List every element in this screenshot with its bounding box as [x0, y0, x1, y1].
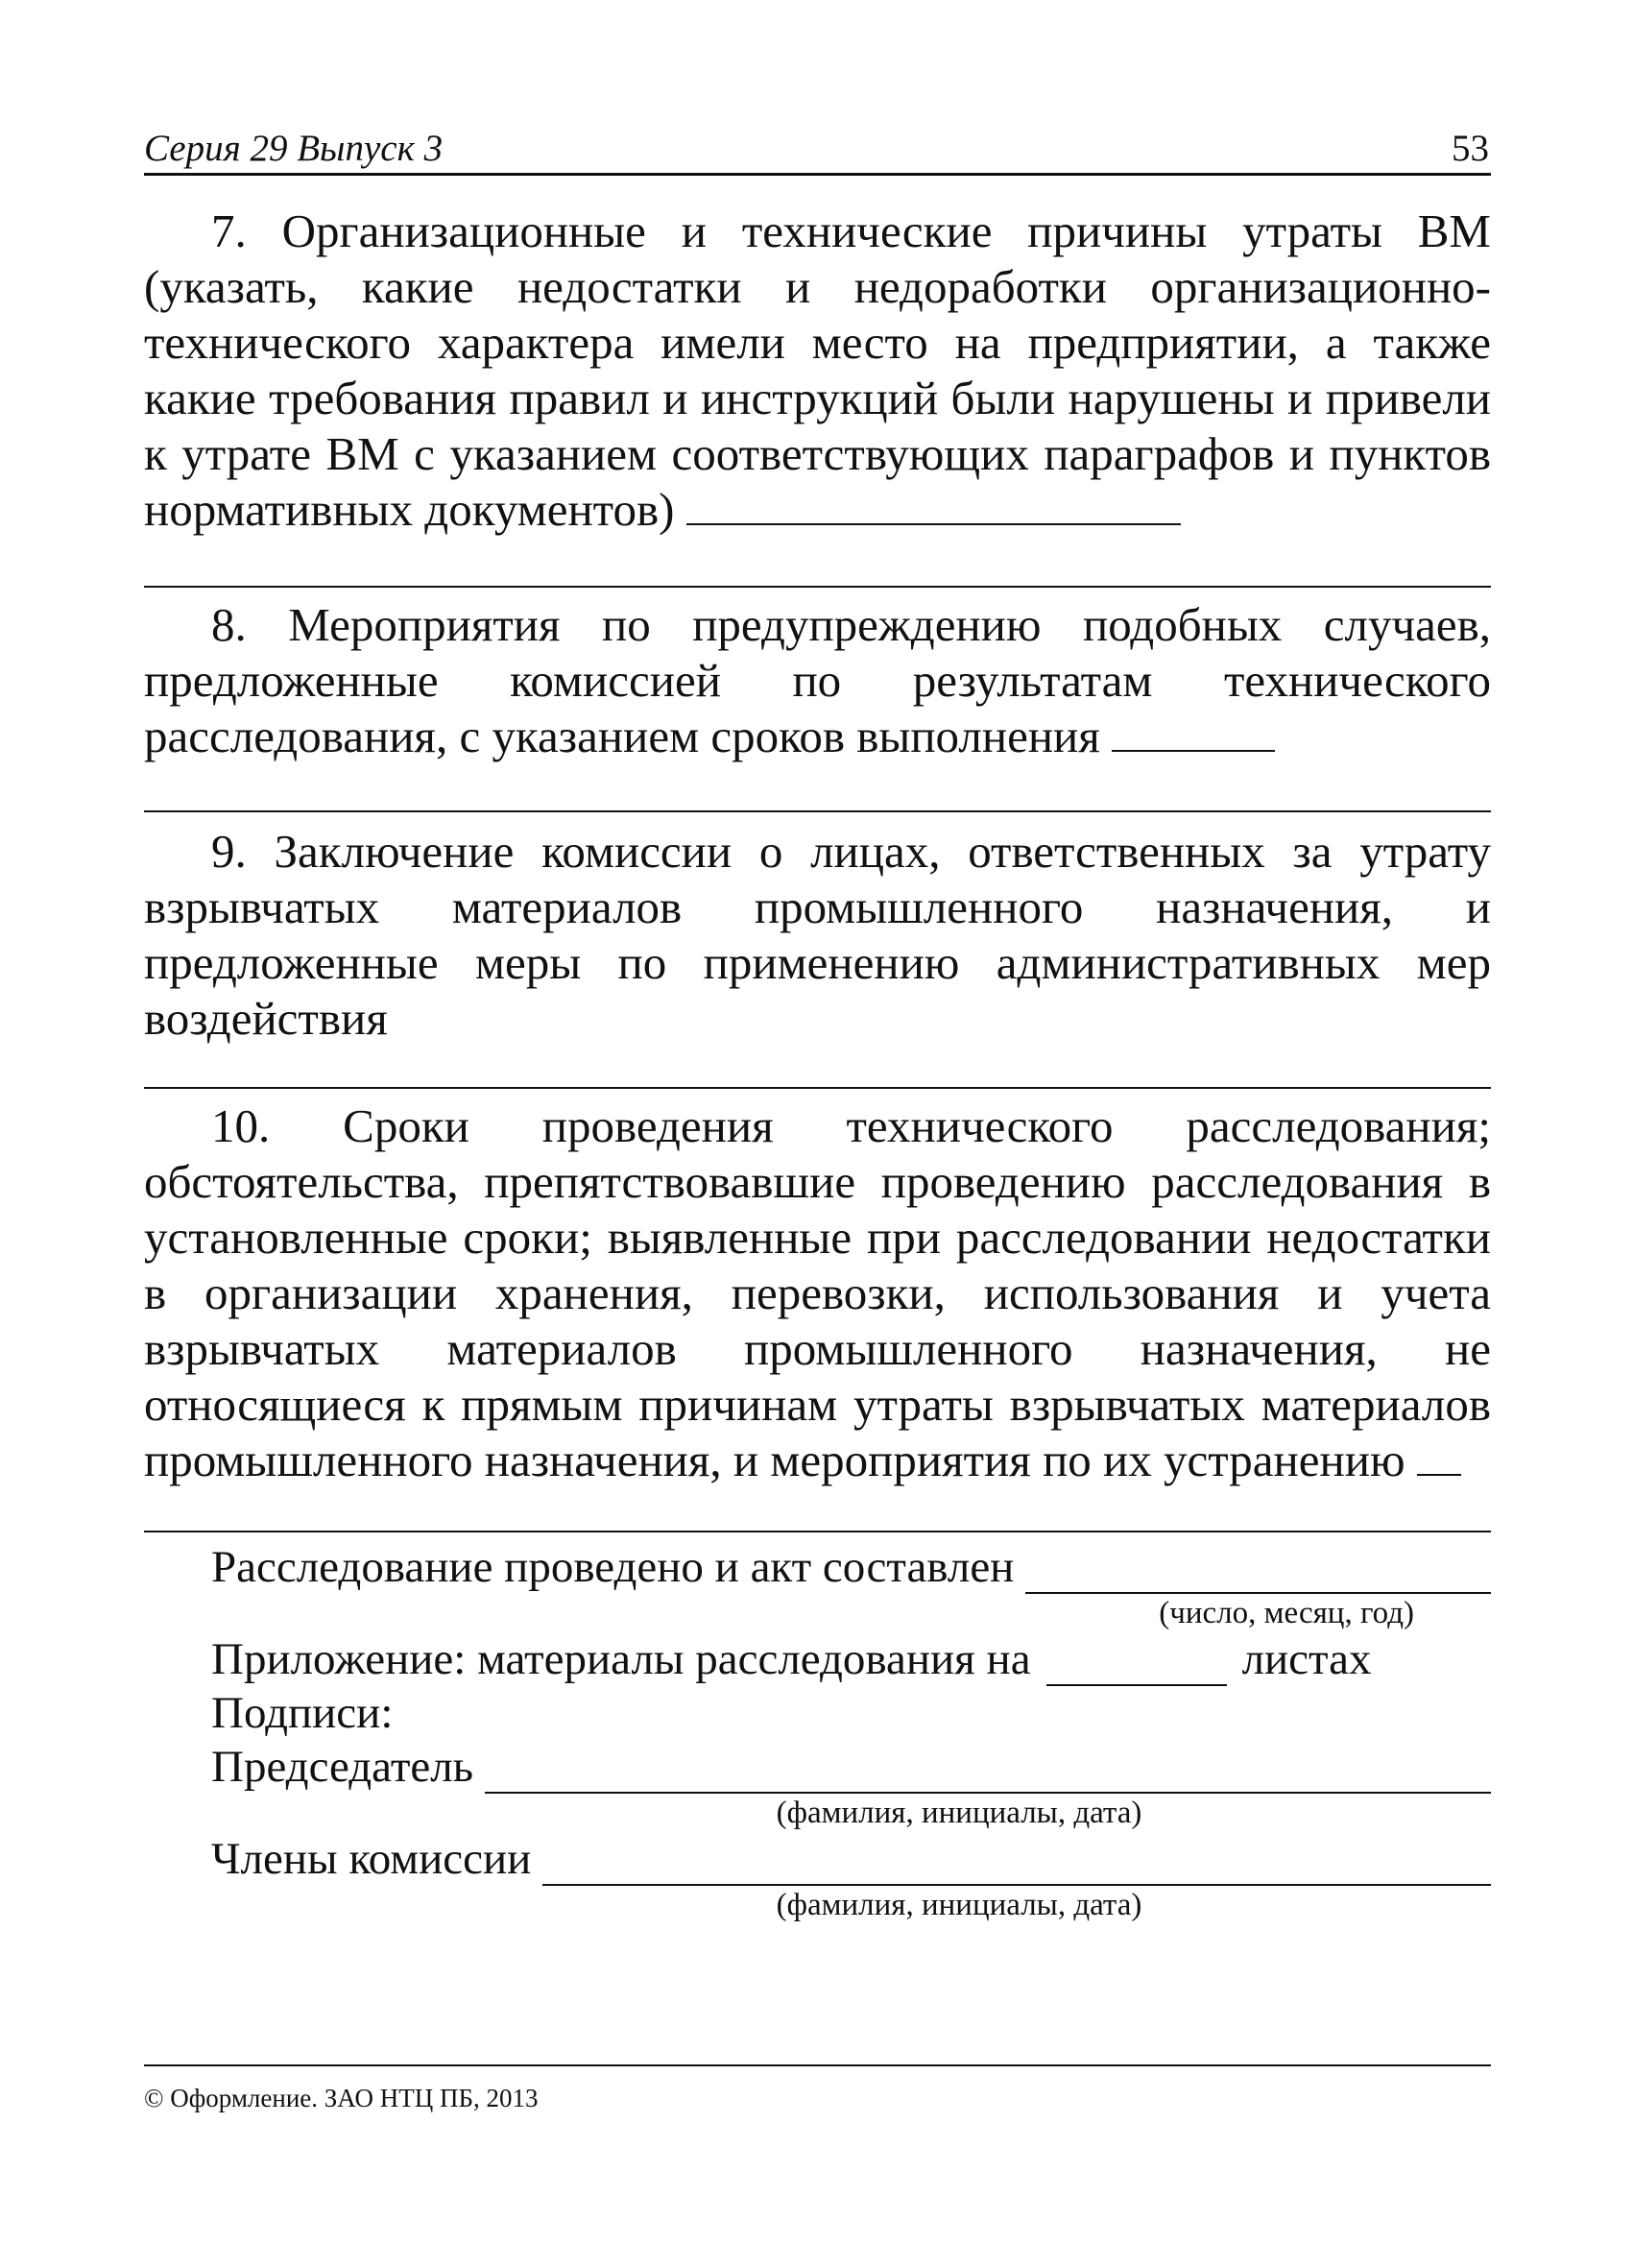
section-10-fill-line: [1417, 1464, 1461, 1476]
section-8-text: 8. Мероприятия по предупреждению подобных случаев, предложенные комиссией по результатам технического расследования, с указанием сроков выполнения: [144, 598, 1491, 762]
section-8-fill-line: [1112, 740, 1275, 752]
section-8-answer-line: [144, 810, 1491, 812]
signatures-heading-row: [211, 1686, 1491, 1740]
members-label: Члены комиссии: [211, 1834, 532, 1884]
signatures-label: Подписи:: [211, 1688, 394, 1738]
investigation-label: Расследование проведено и акт составлен: [211, 1542, 1015, 1592]
members-signature-line: [542, 1842, 1491, 1886]
section-7-text: 7. Организационные и технические причины утраты ВМ (указать, какие недостатки и недоработки организационно-технического характера имели место на предприятии, а также какие требования правил и инструкций были нарушены и привели к утрате ВМ с указанием соответствующих параграфов и пунктов нормативных документов): [144, 205, 1491, 536]
series-title: Серия 29 Выпуск 3: [144, 128, 444, 169]
members-caption: (фамилия, инициалы, дата): [776, 1888, 1142, 1922]
section-8: [144, 597, 1491, 764]
chairman-row: [211, 1740, 1491, 1794]
section-9-answer-line: [144, 1087, 1491, 1089]
attachment-sheets-line: [1046, 1642, 1227, 1686]
section-9-text: 9. Заключение комиссии о лицах, ответственных за утрату взрывчатых материалов промышленного назначения, и предложенные меры по применению административных мер воздействия: [144, 825, 1491, 1045]
section-10-answer-line: [144, 1531, 1491, 1532]
chairman-signature-line: [485, 1749, 1491, 1794]
attachment-suffix: листах: [1241, 1634, 1372, 1684]
section-7-fill-line: [686, 514, 1181, 525]
page-footer: [144, 2064, 1491, 2112]
investigation-date-line: [1025, 1550, 1491, 1594]
chairman-caption: (фамилия, инициалы, дата): [776, 1796, 1142, 1830]
section-7: [144, 204, 1491, 538]
date-caption: (число, месяц, год): [1159, 1596, 1414, 1630]
chairman-label: Председатель: [211, 1742, 474, 1792]
members-row: [211, 1832, 1491, 1886]
page-header: [144, 123, 1491, 176]
attachment-label: Приложение: материалы расследования на: [211, 1634, 1031, 1684]
section-9: [144, 824, 1491, 1047]
attachment-row: [211, 1632, 1491, 1686]
document-body: [144, 192, 1491, 1924]
section-10: [144, 1098, 1491, 1488]
section-7-answer-line: [144, 586, 1491, 588]
section-10-text: 10. Сроки проведения технического расследования; обстоятельства, препятствовавшие проведению расследования в установленные сроки; выявленные при расследовании недостатки в организации хранения, перевозки, использования и учета взрывчатых материалов промышленного назначения, не относящиеся к прямым причинам утраты взрывчатых материалов промышленного назначения, и мероприятия по их устранению: [144, 1099, 1491, 1486]
copyright-text: © Оформление. ЗАО НТЦ ПБ, 2013: [144, 2084, 539, 2112]
investigation-row: [211, 1540, 1491, 1594]
signature-block: [144, 1540, 1491, 1924]
page-number: 53: [1452, 128, 1489, 169]
